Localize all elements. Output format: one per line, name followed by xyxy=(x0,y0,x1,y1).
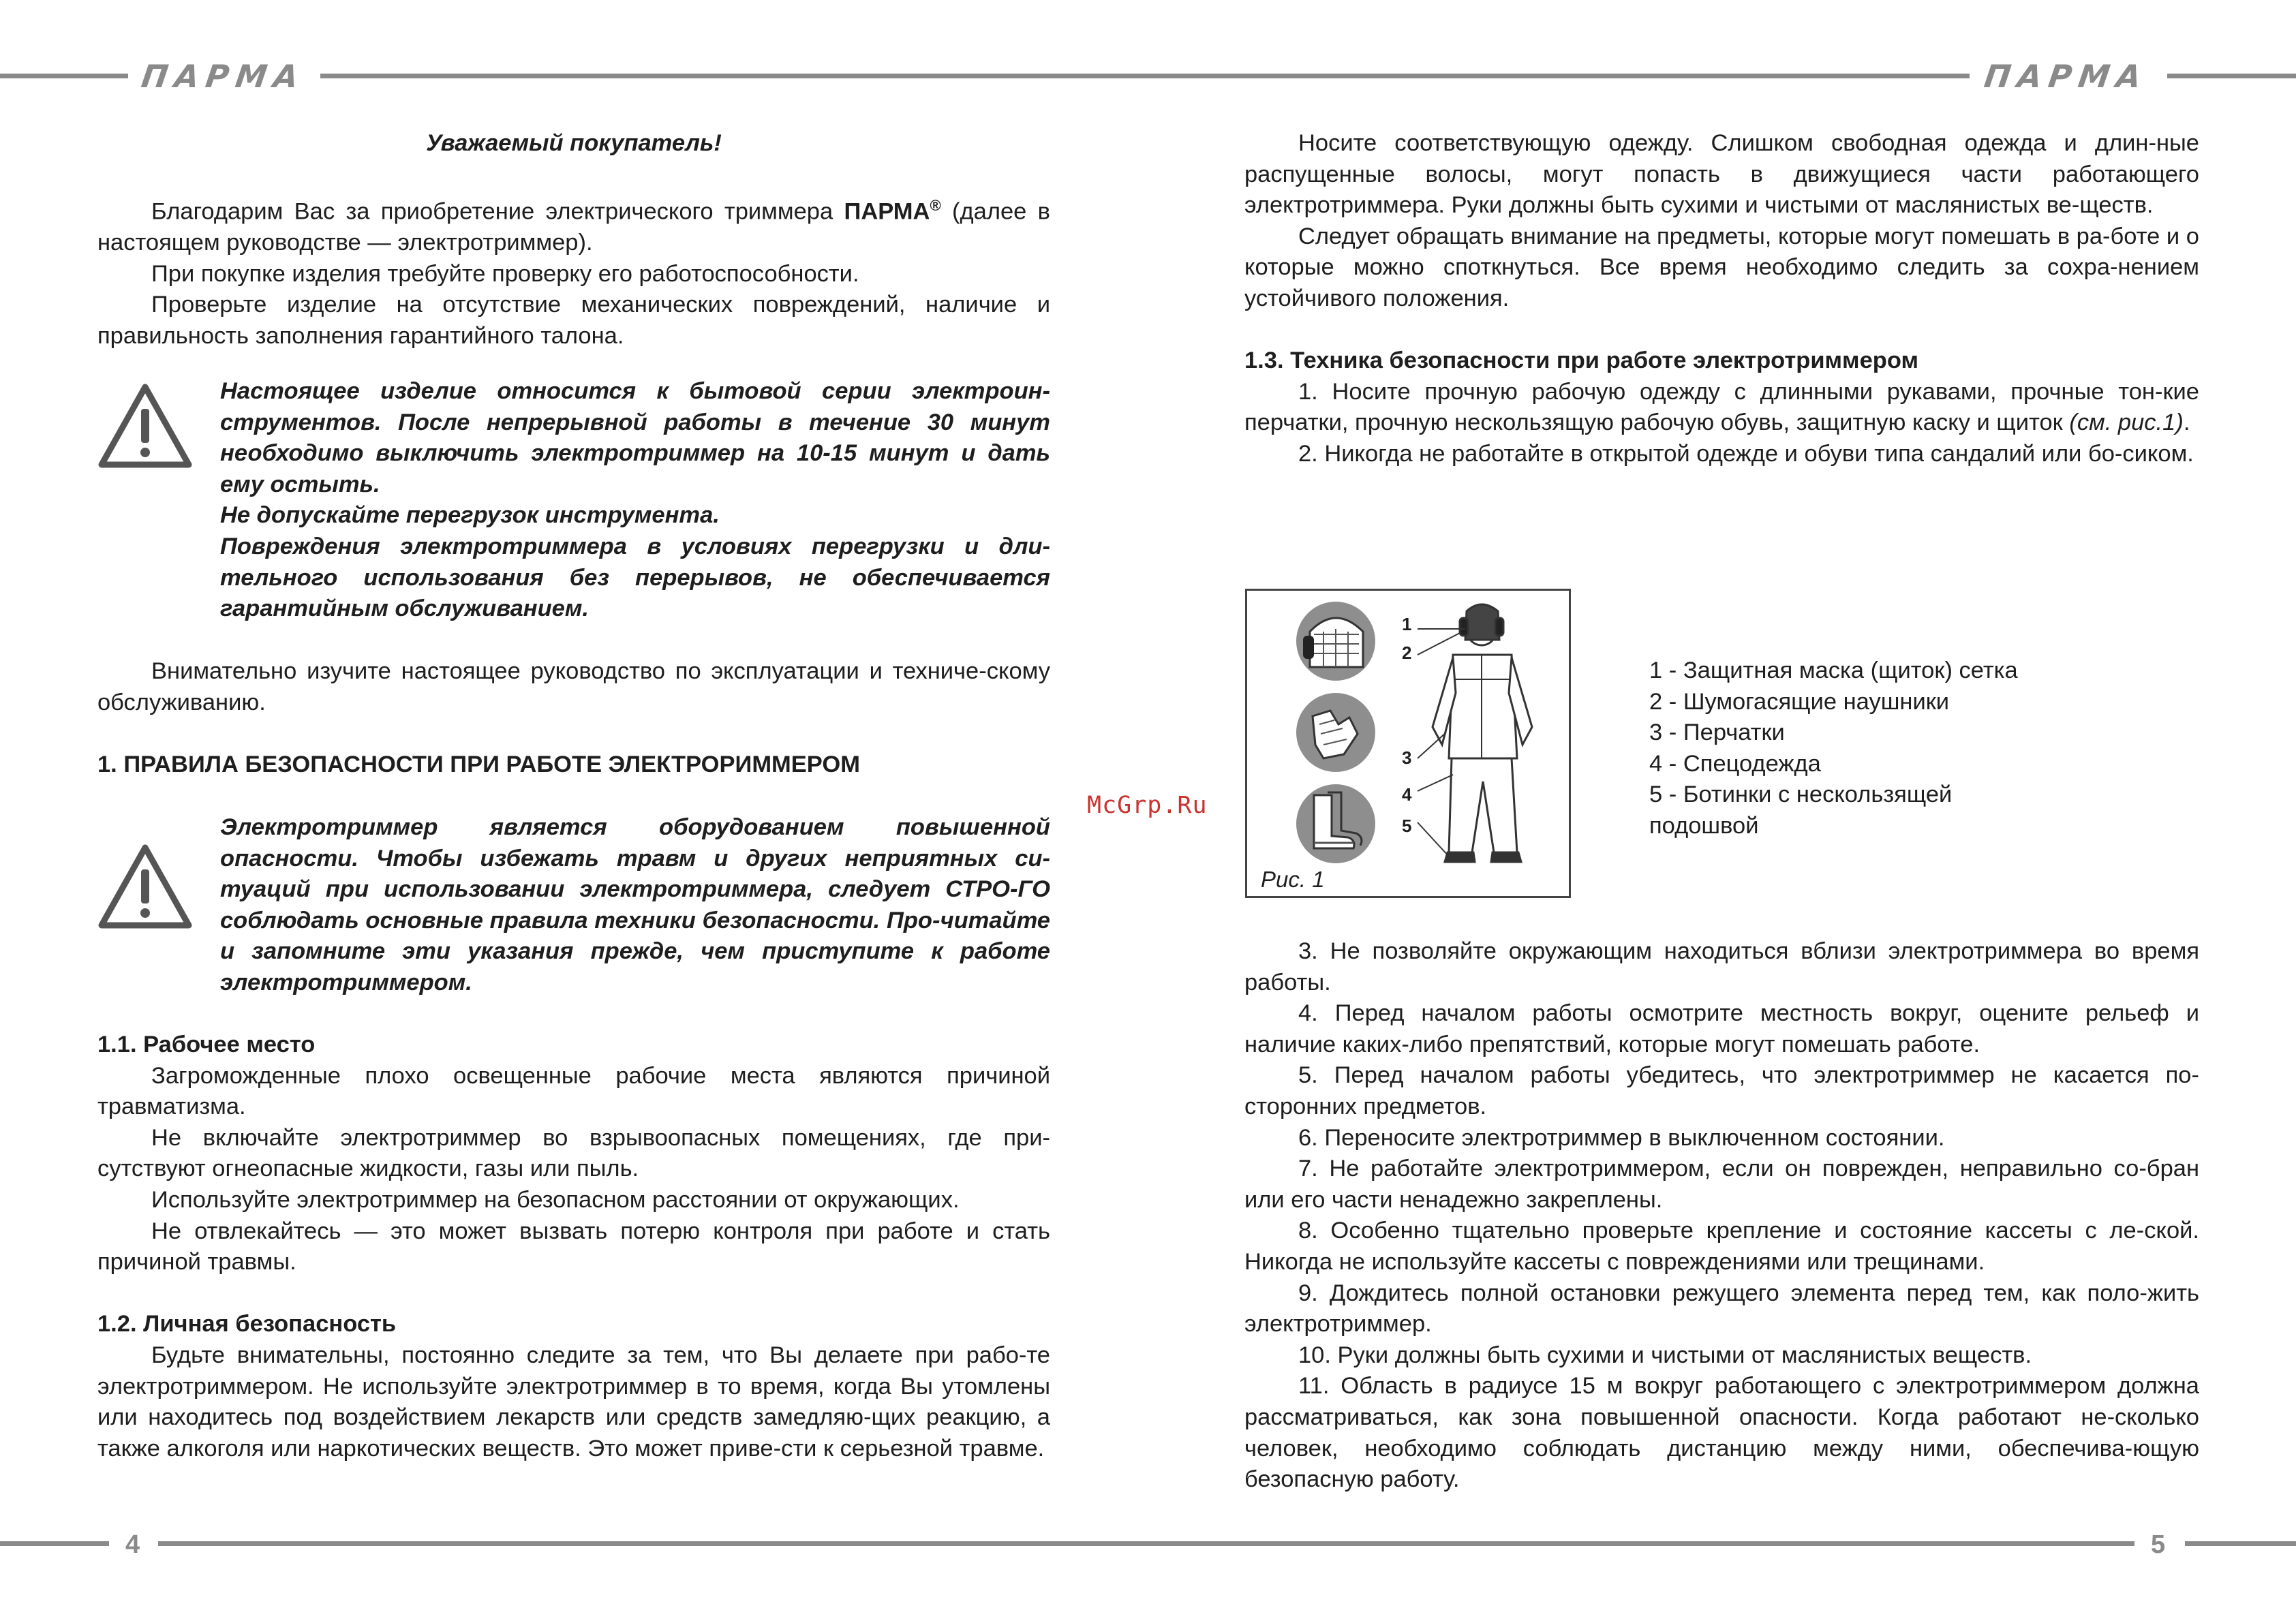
section-1-1-p2: Не включайте электротриммер во взрывоопасных помещениях, где при-сутствуют огнеопасные жидкости, газы или пыль. xyxy=(97,1124,1050,1182)
section-1-2-heading: 1.2. Личная безопасность xyxy=(97,1311,397,1338)
greeting-heading: Уважаемый покупатель! xyxy=(426,130,722,156)
rule-4: 4. Перед началом работы осмотрите местность вокруг, оцените рельеф и наличие каких-либо препятствий, которые могут помешать работе. xyxy=(1244,1000,2199,1057)
right-page-rules xyxy=(1244,936,2199,1496)
warning-block-1 xyxy=(220,376,1050,625)
legend-item: 2 - Шумогасящие наушники xyxy=(1649,688,1950,715)
figure-legend xyxy=(1649,655,2018,842)
callout-1: 1 xyxy=(1402,614,1412,634)
warning-triangle-icon xyxy=(97,842,194,931)
study-paragraph: Внимательно изучите настоящее руководство по эксплуатации и техниче-скому обслуживанию. xyxy=(97,658,1050,715)
watermark-text: McGrp.Ru xyxy=(1087,792,1208,819)
legend-item: 3 - Перчатки xyxy=(1649,720,1785,746)
warning-1-text: Настоящее изделие относится к бытовой серии электроин-струментов. После непрерывной работы в течение 30 минут необходимо выключить электротриммер на 10-15 минут и дать ему остыть. xyxy=(220,378,1050,497)
legend-item: 1 - Защитная маска (щиток) сетка xyxy=(1649,658,2018,683)
face-shield-icon xyxy=(1296,602,1375,681)
footer-rule-left xyxy=(0,1541,109,1546)
warning-2-text: Электротриммер является оборудованием повышенной опасности. Чтобы избежать травм и других неприятных си-туаций при использовании электротриммера, следует СТРО-ГО соблюдать основные правила техники безопасности. Про-читайте и запомните эти указания прежде, чем приступите к работе электротриммером. xyxy=(220,814,1050,995)
warning-block-2 xyxy=(220,812,1050,999)
rule-1: 1. Носите прочную рабочую одежду с длинными рукавами, прочные тон-кие перчатки, прочную нескользящую рабочую обувь, защитную каску и щиток (см. рис.1). xyxy=(1244,378,2199,436)
section-1-3-heading: 1.3. Техника безопасности при работе электротриммером xyxy=(1244,347,1918,374)
brand-logo-right: ПАРМА xyxy=(1982,58,2150,95)
figure-reference: (см. рис.1) xyxy=(2069,409,2184,436)
warning-1-overload: Не допускайте перегрузок инструмента. xyxy=(220,502,720,529)
page-number-right: 5 xyxy=(2151,1530,2166,1559)
figure-caption: Рис. 1 xyxy=(1261,867,1325,892)
footer-rule-right xyxy=(2185,1541,2296,1546)
legend-item: 5 - Ботинки с нескользящей xyxy=(1649,782,1953,808)
intro-paragraph: Благодарим Вас за приобретение электрического триммера ПАРМА® (далее в настоящем руководстве — электротриммер). xyxy=(97,197,1050,256)
rule-3: 3. Не позволяйте окружающим находиться вблизи электротриммера во время работы. xyxy=(1244,938,2199,995)
rule-5: 5. Перед началом работы убедитесь, что электротриммер не касается по-сторонних предметов. xyxy=(1244,1062,2199,1119)
rule-2: 2. Никогда не работайте в открытой одежде и обуви типа сандалий или бо-сиком. xyxy=(1298,440,2194,467)
rule-6: 6. Переносите электротриммер в выключенном состоянии. xyxy=(1298,1124,1945,1151)
section-1-1-p3: Используйте электротриммер на безопасном расстоянии от окружающих. xyxy=(151,1186,960,1213)
worker-figure-icon xyxy=(1433,604,1532,862)
rule-7: 7. Не работайте электротриммером, если он поврежден, неправильно со-бран или его части ненадежно закреплены. xyxy=(1244,1156,2199,1213)
left-page-study xyxy=(97,656,1050,780)
warning-triangle-icon xyxy=(97,382,194,470)
clothing-paragraph: Носите соответствующую одежду. Слишком свободная одежда и длин-ные распущенные волосы, могут попасть в движущиеся части работающего электротриммера. Руки должны быть сухими и чистыми от маслянистых ве-ществ. xyxy=(1244,130,2199,219)
header-rule-middle xyxy=(320,74,1970,78)
section-1-1-p1: Загроможденные плохо освещенные рабочие места являются причиной травматизма. xyxy=(97,1062,1050,1120)
intro-check-paragraph: При покупке изделия требуйте проверку его работоспособности. xyxy=(151,260,859,287)
right-page-top xyxy=(1244,128,2199,470)
protective-gear-illustration xyxy=(1247,591,1569,896)
section-1-2-p1: Будьте внимательны, постоянно следите за тем, что Вы делаете при рабо-те электротриммером. Не используйте электротриммер в то время, когда Вы утомлены или находитесь под воздействием лекарств или средств замедляю-щих реакцию, а также алкоголя или наркотических веществ. Это может приве-сти к серьезной травме. xyxy=(97,1342,1050,1462)
boots-icon xyxy=(1296,784,1375,863)
section-1-heading: 1. ПРАВИЛА БЕЗОПАСНОСТИ ПРИ РАБОТЕ ЭЛЕКТРОРИММЕРОМ xyxy=(97,751,860,777)
header-rule-right xyxy=(2167,74,2296,78)
brand-logo-left: ПАРМА xyxy=(139,58,307,95)
brand-name: ПАРМА xyxy=(844,198,930,225)
gloves-icon xyxy=(1296,693,1375,772)
intro-inspect-paragraph: Проверьте изделие на отсутствие механических повреждений, наличие и правильность заполнения гарантийного талона. xyxy=(97,292,1050,350)
callout-3: 3 xyxy=(1402,747,1412,768)
callout-4: 4 xyxy=(1402,784,1412,805)
left-page xyxy=(97,128,1050,352)
rule-10: 10. Руки должны быть сухими и чистыми от маслянистых веществ. xyxy=(1298,1342,2032,1368)
registered-mark: ® xyxy=(930,197,941,215)
figure-1 xyxy=(1245,589,1571,898)
section-1-1-heading: 1.1. Рабочее место xyxy=(97,1032,316,1057)
callout-2: 2 xyxy=(1402,643,1412,663)
header-rule-left xyxy=(0,74,128,78)
page-number-left: 4 xyxy=(125,1530,140,1559)
rule-8: 8. Особенно тщательно проверьте крепление и состояние кассеты с ле-ской. Никогда не используйте кассеты с повреждениями или трещинами. xyxy=(1244,1218,2199,1275)
obstacles-paragraph: Следует обращать внимание на предметы, которые могут помешать в ра-боте и о которые можно споткнуться. Все время необходимо следить за сохра-нением устойчивого положения. xyxy=(1244,223,2199,311)
legend-item: 4 - Спецодежда xyxy=(1649,750,1821,777)
callout-5: 5 xyxy=(1402,816,1412,836)
legend-item: подошвой xyxy=(1649,812,1759,839)
left-page-sections xyxy=(97,1030,1050,1464)
rule-11: 11. Область в радиусе 15 м вокруг работающего с электротриммером должна рассматриваться, как зона повышенной опасности. Когда работают не-сколько человек, необходимо соблюдать дистанцию между ними, обеспечива-ющую безопасную работу. xyxy=(1244,1373,2199,1493)
footer-rule-middle xyxy=(158,1541,2134,1546)
rule-9: 9. Дождитесь полной остановки режущего элемента перед тем, как поло-жить электротриммер. xyxy=(1244,1280,2199,1338)
section-1-1-p4: Не отвлекайтесь — это может вызвать потерю контроля при работе и стать причиной травмы. xyxy=(97,1218,1050,1276)
warning-1-guarantee: Повреждения электротриммера в условиях перегрузки и дли-тельного использования без перерывов, не обеспечивается гарантийным обслуживанием. xyxy=(220,533,1050,622)
